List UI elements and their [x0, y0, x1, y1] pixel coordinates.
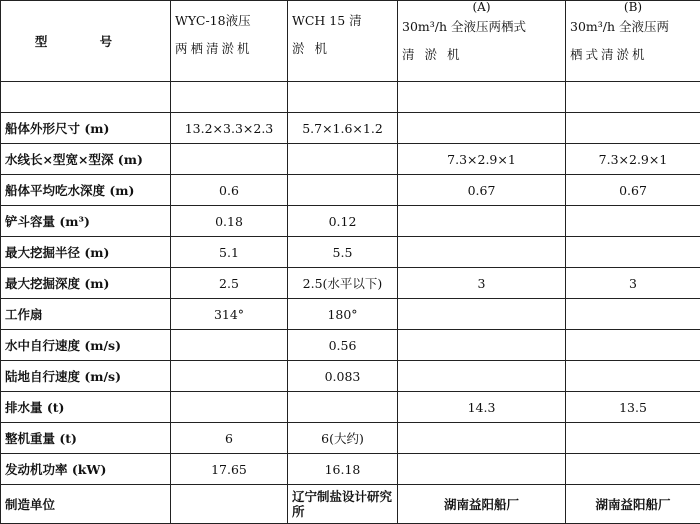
row-value: 0.12	[288, 206, 398, 237]
header-b-tag: (B)	[570, 1, 696, 13]
spacer-cell	[288, 82, 398, 113]
row-value: 5.5	[288, 237, 398, 268]
header-wch15-line1: WCH 15 清	[292, 7, 393, 35]
row-value	[566, 299, 700, 330]
row-value: 6(大约)	[288, 423, 398, 454]
row-value: 180°	[288, 299, 398, 330]
row-value	[288, 175, 398, 206]
maker-value	[171, 485, 288, 524]
row-value: 13.5	[566, 392, 700, 423]
table-row	[1, 299, 700, 330]
row-value	[566, 454, 700, 485]
row-value: 6	[171, 423, 288, 454]
row-value: 7.3×2.9×1	[566, 144, 700, 175]
row-value: 13.2×3.3×2.3	[171, 113, 288, 144]
row-value: 0.18	[171, 206, 288, 237]
table-row	[1, 392, 700, 423]
row-value: 314°	[171, 299, 288, 330]
header-wyc18-line2: 两栖清淤机	[175, 35, 283, 63]
row-label: 最大挖掘深度 (m)	[1, 268, 171, 299]
row-value: 0.083	[288, 361, 398, 392]
row-label: 陆地自行速度 (m/s)	[1, 361, 171, 392]
header-a-line1: 30m³/h 全液压两栖式	[402, 13, 561, 41]
row-label: 船体外形尺寸 (m)	[1, 113, 171, 144]
row-label: 船体平均吃水深度 (m)	[1, 175, 171, 206]
row-value: 3	[566, 268, 700, 299]
header-row	[1, 1, 700, 82]
table-row	[1, 113, 700, 144]
row-value: 14.3	[398, 392, 566, 423]
spacer-cell	[398, 82, 566, 113]
table-row	[1, 454, 700, 485]
header-b-line1: 30m³/h 全液压两	[570, 13, 696, 41]
maker-row	[1, 485, 700, 524]
maker-value: 辽宁制盐设计研究所	[288, 485, 398, 524]
row-value	[398, 361, 566, 392]
maker-value: 湖南益阳船厂	[566, 485, 700, 524]
row-value	[288, 144, 398, 175]
row-value: 5.7×1.6×1.2	[288, 113, 398, 144]
header-wyc18-line1: WYC-18液压	[175, 7, 283, 35]
spacer-cell	[171, 82, 288, 113]
row-value: 7.3×2.9×1	[398, 144, 566, 175]
row-value	[171, 361, 288, 392]
table-row	[1, 237, 700, 268]
row-value	[398, 206, 566, 237]
spacer-cell	[1, 82, 171, 113]
row-value	[566, 237, 700, 268]
table-row	[1, 423, 700, 454]
row-label: 整机重量 (t)	[1, 423, 171, 454]
table-row	[1, 330, 700, 361]
row-value	[288, 392, 398, 423]
row-label: 水线长×型宽×型深 (m)	[1, 144, 171, 175]
row-value: 2.5(水平以下)	[288, 268, 398, 299]
header-a	[398, 1, 566, 82]
header-a-line2: 清 淤 机	[402, 41, 561, 69]
header-wyc18	[171, 1, 288, 82]
row-value: 0.67	[398, 175, 566, 206]
row-value	[398, 330, 566, 361]
row-value: 17.65	[171, 454, 288, 485]
table-row	[1, 361, 700, 392]
row-value	[398, 454, 566, 485]
spacer-row	[1, 82, 700, 113]
row-value: 0.67	[566, 175, 700, 206]
header-wch15-line2: 淤 机	[292, 35, 393, 63]
row-value	[171, 144, 288, 175]
header-b-line2: 栖式清淤机	[570, 41, 696, 69]
model-header: 型 号	[1, 1, 171, 82]
table-row	[1, 268, 700, 299]
row-value	[566, 113, 700, 144]
row-value	[566, 423, 700, 454]
row-value: 3	[398, 268, 566, 299]
row-label: 水中自行速度 (m/s)	[1, 330, 171, 361]
header-wch15	[288, 1, 398, 82]
row-value: 0.56	[288, 330, 398, 361]
table-row	[1, 206, 700, 237]
spacer-cell	[566, 82, 700, 113]
maker-value: 湖南益阳船厂	[398, 485, 566, 524]
row-value: 5.1	[171, 237, 288, 268]
row-value: 0.6	[171, 175, 288, 206]
row-label: 铲斗容量 (m³)	[1, 206, 171, 237]
row-label: 发动机功率 (kW)	[1, 454, 171, 485]
table-row	[1, 175, 700, 206]
row-value	[566, 361, 700, 392]
row-value	[398, 113, 566, 144]
row-value	[566, 330, 700, 361]
maker-label: 制造单位	[1, 485, 171, 524]
row-label: 排水量 (t)	[1, 392, 171, 423]
row-value	[171, 392, 288, 423]
header-a-tag: (A)	[402, 1, 561, 13]
header-b	[566, 1, 700, 82]
table-row	[1, 144, 700, 175]
row-value	[398, 423, 566, 454]
row-value: 2.5	[171, 268, 288, 299]
row-value	[398, 237, 566, 268]
row-value	[171, 330, 288, 361]
row-value: 16.18	[288, 454, 398, 485]
row-label: 工作扇	[1, 299, 171, 330]
row-label: 最大挖掘半径 (m)	[1, 237, 171, 268]
row-value	[398, 299, 566, 330]
row-value	[566, 206, 700, 237]
